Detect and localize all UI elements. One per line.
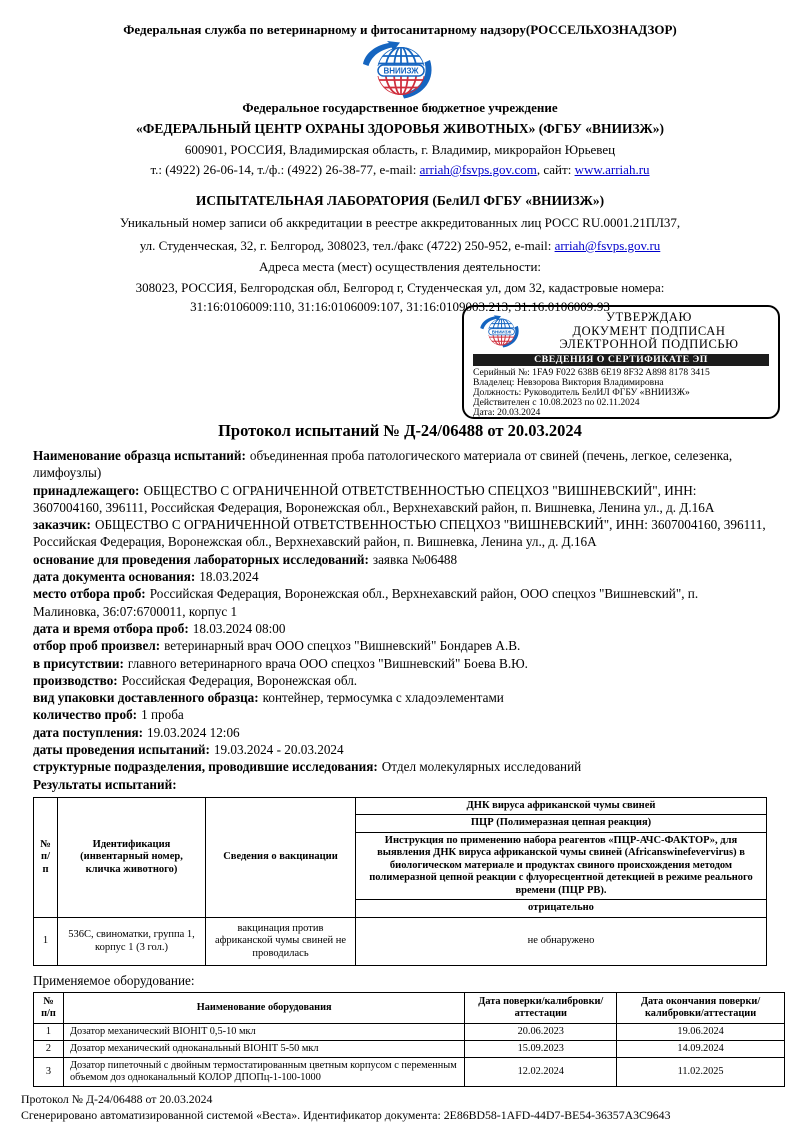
stamp-owner: Владелец: Невзорова Виктория Владимировна — [473, 376, 664, 388]
protocol-title: Протокол испытаний № Д-24/06488 от 20.03.2024 — [218, 421, 582, 440]
field-label: заказчик: — [33, 517, 91, 533]
equipment-table — [33, 992, 785, 1087]
document-footer — [21, 1092, 800, 1123]
institution-address: 600901, РОССИЯ, Владимирская область, г. Владимир, микрорайон Юрьевец — [184, 142, 616, 157]
contacts-middle: , сайт: — [536, 162, 575, 177]
results-header-num: № п/п — [34, 797, 58, 917]
field-label: место отбора проб: — [33, 586, 146, 602]
field-packaging — [33, 689, 767, 706]
institution-contacts — [0, 162, 800, 177]
cadastral-numbers: 31:16:0106009:110, 31:16:0106009:107, 31:16:0109003:213, 31:16:0106009:93 — [190, 299, 610, 314]
stamp-globe-logo-icon — [473, 315, 529, 348]
field-value: 1 проба — [141, 707, 184, 723]
equipment-cell-date-from: 12.02.2024 — [465, 1058, 617, 1087]
field-value: Российская Федерация, Воронежская обл. — [121, 672, 358, 688]
field-value: Российская Федерация, Воронежская обл., Верхнехавский район, ООО спецхоз "Вишневский", п. Малиновка, 36:07:6700011, корпус 1 — [33, 586, 699, 619]
equipment-cell-date-from: 20.06.2023 — [465, 1024, 617, 1041]
accreditation-line: Уникальный номер записи об аккредитации в реестре аккредитованных лиц РОСС RU.0001.21ПЛ37, — [119, 215, 681, 230]
field-customer — [33, 516, 767, 551]
equipment-header-date-from: Дата поверки/калибровки/аттестации — [465, 993, 617, 1024]
results-test-name: ДНК вируса африканской чумы свиней — [356, 797, 767, 815]
field-label: в присутствии: — [33, 655, 124, 671]
contacts-prefix: т.: (4922) 26-06-14, т./ф.: (4922) 26-38-77, e-mail: — [150, 162, 420, 177]
equipment-row — [34, 1041, 785, 1058]
field-value: контейнер, термосумка с хладоэлементами — [262, 690, 504, 706]
field-production — [33, 672, 767, 689]
equipment-header-row — [34, 993, 785, 1024]
laboratory-email-link[interactable]: arriah@fsvps.gov.ru — [554, 238, 661, 253]
stamp-certificate-band: СВЕДЕНИЯ О СЕРТИФИКАТЕ ЭП — [473, 354, 769, 366]
stamp-title — [529, 311, 769, 352]
results-header-identification: Идентификация (инвентарный номер, кличка животного) — [58, 797, 206, 917]
stamp-position: Должность: Руководитель БелИЛ ФГБУ «ВНИИЗЖ» — [473, 386, 690, 398]
field-sample-name — [33, 447, 767, 482]
field-label: даты проведения испытаний: — [33, 742, 210, 758]
field-value: ОБЩЕСТВО С ОГРАНИЧЕННОЙ ОТВЕТСТВЕННОСТЬЮ СПЕЦХОЗ "ВИШНЕВСКИЙ", ИНН: 3607004160, 396111, Российская Федерация, Воронежская обл., Верхнехавский район, п. Вишневка, Ленина ул., д. Д.16А — [33, 482, 715, 515]
results-cell-identification: 536С, свиноматки, группа 1, корпус 1 (3 гол.) — [58, 917, 206, 966]
equipment-cell-date-to: 19.06.2024 — [617, 1024, 785, 1041]
equipment-row — [34, 1058, 785, 1087]
field-owner — [33, 482, 767, 517]
field-receipt-date — [33, 724, 767, 741]
equipment-cell-name: Дозатор механический BIOHIT 0,5-10 мкл — [63, 1024, 464, 1041]
field-departments — [33, 758, 767, 775]
institution-type: Федеральное государственное бюджетное учреждение — [242, 100, 558, 115]
field-value: 18.03.2024 08:00 — [192, 620, 286, 636]
activity-addresses-label: Адреса места (мест) осуществления деятельности: — [258, 259, 542, 274]
results-cell-num: 1 — [34, 917, 58, 966]
activity-address: 308023, РОССИЯ, Белгородская обл, Белгород г, Студенческая ул, дом 32, кадастровые номера: — [135, 280, 665, 295]
results-test-method: ПЦР (Полимеразная цепная реакция) — [356, 815, 767, 833]
stamp-approve: УТВЕРЖДАЮ — [606, 310, 692, 324]
field-value: объединенная проба патологического материала от свиней (печень, легкое, селезенка, лимфоузлы) — [33, 448, 733, 481]
equipment-cell-num: 3 — [34, 1058, 64, 1087]
field-label: производство: — [33, 672, 118, 688]
results-cell-vaccination: вакцинация против африканской чумы свиней не проводилась — [206, 917, 356, 966]
field-label: основание для проведения лабораторных исследований: — [33, 551, 369, 567]
equipment-cell-num: 2 — [34, 1041, 64, 1058]
footer-protocol-number: Протокол № Д-24/06488 от 20.03.2024 — [21, 1092, 213, 1107]
equipment-cell-date-to: 11.02.2025 — [617, 1058, 785, 1087]
institution-email-link[interactable]: arriah@fsvps.gov.com — [419, 162, 537, 177]
equipment-header-num: № п/п — [34, 993, 64, 1024]
electronic-signature-stamp — [462, 305, 780, 419]
laboratory-title: ИСПЫТАТЕЛЬНАЯ ЛАБОРАТОРИЯ (БелИЛ ФГБУ «ВНИИЗЖ») — [195, 193, 605, 208]
results-table — [33, 797, 767, 967]
agency-line: Федеральная служба по ветеринарному и фитосанитарному надзору(РОССЕЛЬХОЗНАДЗОР) — [123, 22, 677, 37]
field-label: структурные подразделения, проводившие исследования: — [33, 759, 378, 775]
stamp-date: Дата: 20.03.2024 — [473, 407, 541, 419]
equipment-header-date-to: Дата окончания поверки/калибровки/аттестации — [617, 993, 785, 1024]
field-label: Наименование образца испытаний: — [33, 448, 246, 463]
equipment-row — [34, 1024, 785, 1041]
field-basis — [33, 551, 767, 568]
protocol-fields — [33, 447, 767, 793]
field-basis-date — [33, 568, 767, 585]
field-value: Отдел молекулярных исследований — [381, 759, 582, 775]
results-cell-result: не обнаружено — [356, 917, 767, 966]
globe-logo-icon — [350, 41, 450, 99]
stamp-head — [473, 311, 769, 352]
field-value: 18.03.2024 — [199, 569, 259, 585]
equipment-cell-name: Дозатор пипеточный с двойным термостатированным цветным корпусом с переменным объемом доз одноканальный КОЛОР ДПОПц-1-100-1000 — [63, 1058, 464, 1087]
field-sampling-datetime — [33, 620, 767, 637]
field-label: вид упаковки доставленного образца: — [33, 690, 259, 706]
field-sample-count — [33, 706, 767, 723]
results-label: Результаты испытаний: — [33, 776, 177, 792]
institution-site-link[interactable]: www.arriah.ru — [574, 162, 650, 177]
results-row — [34, 917, 767, 966]
field-label: принадлежащего: — [33, 482, 140, 498]
results-header-vaccination: Сведения о вакцинации — [206, 797, 356, 917]
stamp-validity: Действителен с 10.08.2023 по 02.11.2024 — [473, 397, 640, 409]
laboratory-address-text: ул. Студенческая, 32, г. Белгород, 308023, тел./факс (4722) 250-952, e-mail: — [139, 238, 555, 253]
field-value: 19.03.2024 12:06 — [146, 724, 240, 740]
equipment-cell-num: 1 — [34, 1024, 64, 1041]
institution-name: «ФЕДЕРАЛЬНЫЙ ЦЕНТР ОХРАНЫ ЗДОРОВЬЯ ЖИВОТНЫХ» (ФГБУ «ВНИИЗЖ») — [135, 121, 665, 136]
results-test-norm: отрицательно — [356, 900, 767, 918]
equipment-cell-name: Дозатор механический одноканальный BIOHIT 5-50 мкл — [63, 1041, 464, 1058]
field-sampling-place — [33, 585, 767, 620]
field-label: отбор проб произвел: — [33, 638, 161, 654]
footer-generated-line: Сгенерировано автоматизированной системой «Веста». Идентификатор документа: 2E86BD58-1AFD-44D7-BE54-36357A3C9643 — [21, 1107, 671, 1122]
field-value: ОБЩЕСТВО С ОГРАНИЧЕННОЙ ОТВЕТСТВЕННОСТЬЮ СПЕЦХОЗ "ВИШНЕВСКИЙ", ИНН: 3607004160, 396111, Российская Федерация, Воронежская обл., Верхнехавский район, п. Вишневка, Ленина ул., д. Д.16А — [33, 517, 766, 550]
field-test-dates — [33, 741, 767, 758]
equipment-section-title: Применяемое оборудование: — [33, 973, 195, 989]
equipment-cell-date-to: 14.09.2024 — [617, 1041, 785, 1058]
field-label: дата и время отбора проб: — [33, 620, 189, 636]
equipment-cell-date-from: 15.09.2023 — [465, 1041, 617, 1058]
field-label: дата поступления: — [33, 724, 143, 740]
stamp-serial: Серийный №: 1FA9 F022 638B 6E19 8F32 A898 8178 3415 — [473, 366, 710, 378]
stamp-details — [473, 368, 769, 419]
field-label: количество проб: — [33, 707, 138, 723]
vniizzh-logo — [0, 41, 800, 99]
field-value: заявка №06488 — [372, 551, 458, 567]
field-sampler — [33, 637, 767, 654]
field-value: главного ветеринарного врача ООО спецхоз "Вишневский" Боева В.Ю. — [127, 655, 528, 671]
equipment-header-name: Наименование оборудования — [63, 993, 464, 1024]
results-test-instruction: Инструкция по применению набора реагентов «ПЦР-АЧС-ФАКТОР», для выявления ДНК вируса африканской чумы свиней (Africanswinefevervirus) в биологическом материале и продуктах свиного происхождения методом полимеразной цепной реакции с флуоресцентной детекцией в режиме реального времени (ПЦР РВ). — [356, 832, 767, 900]
laboratory-address — [0, 238, 800, 253]
field-label: дата документа основания: — [33, 569, 196, 585]
stamp-signed-line2: ЭЛЕКТРОННОЙ ПОДПИСЬЮ — [559, 337, 739, 351]
field-witness — [33, 655, 767, 672]
field-value: ветеринарный врач ООО спецхоз "Вишневский" Бондарев А.В. — [164, 638, 521, 654]
field-value: 19.03.2024 - 20.03.2024 — [213, 742, 344, 758]
stamp-signed-line1: ДОКУМЕНТ ПОДПИСАН — [572, 323, 726, 338]
